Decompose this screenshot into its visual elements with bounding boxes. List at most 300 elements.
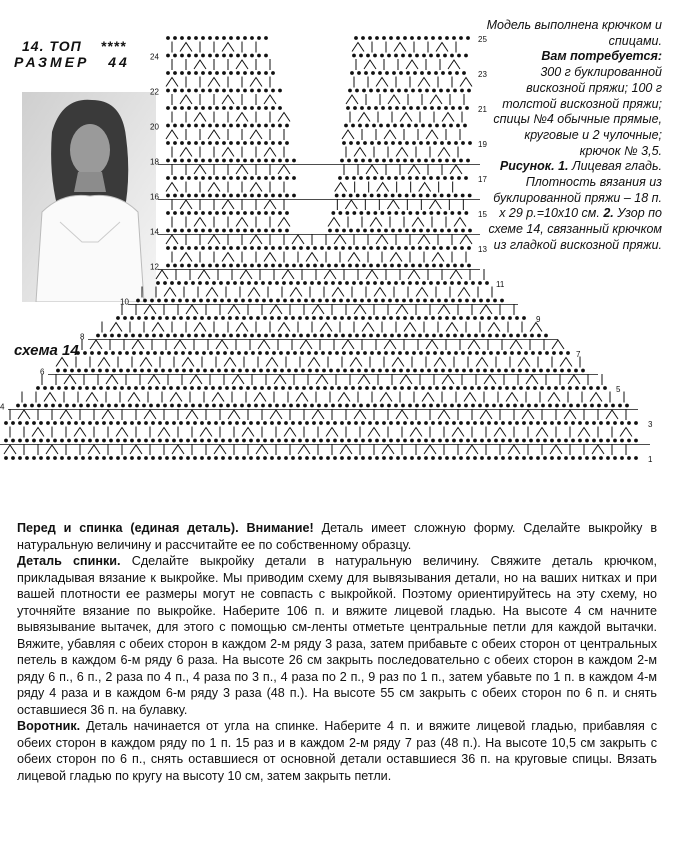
chain-dot xyxy=(441,71,445,75)
fan-stitch xyxy=(354,305,366,314)
chain-dot xyxy=(320,334,324,338)
chain-dot xyxy=(252,369,256,373)
chain-dot xyxy=(257,159,261,163)
chain-dot xyxy=(222,71,226,75)
chain-dot xyxy=(289,404,293,408)
chain-dot xyxy=(253,386,257,390)
chain-dot xyxy=(221,456,225,460)
pattern-1-number: 1. xyxy=(558,159,569,174)
chain-dot xyxy=(443,176,447,180)
fan-stitch xyxy=(172,445,184,454)
chain-dot xyxy=(479,299,483,303)
chain-dot xyxy=(343,369,347,373)
chain-dot xyxy=(417,421,421,425)
chain-dot xyxy=(36,386,40,390)
chain-dot xyxy=(385,369,389,373)
chain-dot xyxy=(440,229,444,233)
chain-dot xyxy=(457,54,461,58)
chain-dot xyxy=(350,71,354,75)
chain-dot xyxy=(424,456,428,460)
chain-dot xyxy=(277,439,281,443)
chain-dot xyxy=(229,54,233,58)
chain-dot xyxy=(462,71,466,75)
chain-dot xyxy=(126,369,130,373)
fan-stitch xyxy=(408,270,420,279)
chain-dot xyxy=(215,211,219,215)
chain-dot xyxy=(462,369,466,373)
chain-dot xyxy=(522,421,526,425)
chain-dot xyxy=(431,456,435,460)
size-value: 44 xyxy=(108,54,130,70)
chain-dot xyxy=(179,421,183,425)
chain-dot xyxy=(380,404,384,408)
chain-dot xyxy=(60,421,64,425)
fan-stitch xyxy=(278,165,290,174)
chain-dot xyxy=(387,176,391,180)
chain-dot xyxy=(380,176,384,180)
fan-stitch xyxy=(552,340,564,349)
chain-dot xyxy=(222,176,226,180)
chain-dot xyxy=(590,404,594,408)
chain-dot xyxy=(466,316,470,320)
fan-stitch xyxy=(396,148,408,157)
chain-dot xyxy=(320,246,324,250)
chain-dot xyxy=(398,194,402,198)
chain-dot xyxy=(446,264,450,268)
chain-dot xyxy=(599,439,603,443)
chain-dot xyxy=(446,89,450,93)
fan-stitch xyxy=(306,253,318,262)
chain-dot xyxy=(366,176,370,180)
chain-dot xyxy=(454,351,458,355)
chain-dot xyxy=(155,386,159,390)
chain-dot xyxy=(88,421,92,425)
fan-stitch xyxy=(170,393,182,402)
chain-dot xyxy=(92,386,96,390)
materials-block xyxy=(486,18,662,254)
chain-dot xyxy=(420,71,424,75)
chain-dot xyxy=(461,351,465,355)
chain-dot xyxy=(522,439,526,443)
chain-dot xyxy=(166,71,170,75)
chain-dot xyxy=(179,456,183,460)
fan-stitch xyxy=(364,60,376,69)
chain-dot xyxy=(553,369,557,373)
chain-dot xyxy=(355,89,359,93)
chain-dot xyxy=(112,369,116,373)
fan-stitch xyxy=(250,130,262,139)
chain-dot xyxy=(318,299,322,303)
chain-dot xyxy=(370,229,374,233)
chain-dot xyxy=(467,246,471,250)
chain-dot xyxy=(269,299,273,303)
chain-dot xyxy=(312,439,316,443)
chain-dot xyxy=(271,211,275,215)
chain-dot xyxy=(344,124,348,128)
chain-dot xyxy=(228,421,232,425)
chain-dot xyxy=(257,229,261,233)
chain-dot xyxy=(194,194,198,198)
chain-dot xyxy=(173,229,177,233)
fan-stitch xyxy=(236,218,248,227)
chain-dot xyxy=(445,456,449,460)
chain-dot xyxy=(32,421,36,425)
chain-dot xyxy=(487,316,491,320)
fan-stitch xyxy=(412,218,424,227)
chain-dot xyxy=(398,229,402,233)
fan-stitch xyxy=(406,60,418,69)
row-number-right: 19 xyxy=(478,140,487,149)
chain-dot xyxy=(295,386,299,390)
chain-dot xyxy=(163,281,167,285)
chain-dot xyxy=(287,369,291,373)
chain-dot xyxy=(97,351,101,355)
chain-dot xyxy=(243,159,247,163)
chain-dot xyxy=(236,246,240,250)
chain-dot xyxy=(457,281,461,285)
chain-dot xyxy=(515,421,519,425)
chain-dot xyxy=(356,194,360,198)
chain-dot xyxy=(227,299,231,303)
fan-stitch xyxy=(228,410,240,419)
chain-dot xyxy=(550,456,554,460)
chain-dot xyxy=(153,351,157,355)
chain-dot xyxy=(144,316,148,320)
fan-stitch xyxy=(250,235,262,244)
fan-stitch xyxy=(422,393,434,402)
chain-dot xyxy=(298,439,302,443)
chain-dot xyxy=(306,264,310,268)
chain-dot xyxy=(109,439,113,443)
chain-dot xyxy=(451,106,455,110)
chain-dot xyxy=(294,369,298,373)
chain-dot xyxy=(478,404,482,408)
chain-dot xyxy=(481,334,485,338)
chain-dot xyxy=(466,159,470,163)
row-number-right: 21 xyxy=(478,105,487,114)
chain-dot xyxy=(151,316,155,320)
chain-dot xyxy=(367,299,371,303)
fan-stitch xyxy=(320,323,332,332)
chain-dot xyxy=(201,124,205,128)
chain-dot xyxy=(166,211,170,215)
chain-dot xyxy=(460,89,464,93)
chain-dot xyxy=(592,439,596,443)
fan-stitch xyxy=(454,218,466,227)
chain-dot xyxy=(417,439,421,443)
fan-stitch xyxy=(342,130,354,139)
chain-dot xyxy=(492,404,496,408)
chain-dot xyxy=(395,106,399,110)
chain-dot xyxy=(391,229,395,233)
chain-dot xyxy=(222,106,226,110)
chain-dot xyxy=(634,456,638,460)
chain-dot xyxy=(309,386,313,390)
chain-dot xyxy=(378,369,382,373)
fan-stitch xyxy=(430,95,442,104)
chain-dot xyxy=(186,439,190,443)
chain-dot xyxy=(268,404,272,408)
chain-dot xyxy=(363,229,367,233)
chain-dot xyxy=(384,229,388,233)
chain-dot xyxy=(243,246,247,250)
fan-stitch xyxy=(166,183,178,192)
chain-dot xyxy=(501,456,505,460)
chain-dot xyxy=(449,386,453,390)
chain-dot xyxy=(459,36,463,40)
chain-dot xyxy=(344,386,348,390)
chain-dot xyxy=(327,264,331,268)
chain-dot xyxy=(440,351,444,355)
chain-dot xyxy=(518,369,522,373)
chain-dot xyxy=(223,351,227,355)
chain-dot xyxy=(375,421,379,425)
chain-dot xyxy=(529,456,533,460)
chain-dot xyxy=(278,176,282,180)
chain-dot xyxy=(166,176,170,180)
chain-dot xyxy=(67,439,71,443)
fan-stitch xyxy=(106,375,118,384)
chain-dot xyxy=(151,439,155,443)
chain-dot xyxy=(511,369,515,373)
chain-dot xyxy=(284,456,288,460)
chain-dot xyxy=(156,281,160,285)
fan-stitch xyxy=(328,218,340,227)
chain-dot xyxy=(428,386,432,390)
chain-dot xyxy=(220,299,224,303)
chain-dot xyxy=(345,404,349,408)
chain-dot xyxy=(53,456,57,460)
fan-stitch xyxy=(384,130,396,139)
chain-dot xyxy=(23,404,27,408)
chain-dot xyxy=(634,439,638,443)
fan-stitch xyxy=(250,183,262,192)
chain-dot xyxy=(250,106,254,110)
chain-dot xyxy=(634,421,638,425)
fan-stitch xyxy=(270,410,282,419)
chain-dot xyxy=(264,211,268,215)
chain-dot xyxy=(407,124,411,128)
chain-dot xyxy=(275,404,279,408)
chain-dot xyxy=(257,246,261,250)
fan-stitch xyxy=(388,95,400,104)
chain-dot xyxy=(414,386,418,390)
chain-dot xyxy=(278,334,282,338)
chain-dot xyxy=(263,316,267,320)
fan-stitch xyxy=(480,305,492,314)
chain-dot xyxy=(375,439,379,443)
chain-dot xyxy=(384,141,388,145)
chain-dot xyxy=(166,246,170,250)
chain-dot xyxy=(219,404,223,408)
chain-dot xyxy=(592,456,596,460)
chain-dot xyxy=(91,369,95,373)
chain-dot xyxy=(198,281,202,285)
chain-dot xyxy=(81,456,85,460)
row-number-left: 4 xyxy=(0,402,5,412)
pattern-2-number: 2. xyxy=(603,206,614,221)
fan-stitch xyxy=(340,445,352,454)
chain-dot xyxy=(340,456,344,460)
chain-dot xyxy=(365,124,369,128)
chain-dot xyxy=(249,316,253,320)
row-number-right: 3 xyxy=(648,420,653,429)
chain-dot xyxy=(99,386,103,390)
chain-dot xyxy=(368,316,372,320)
chain-dot xyxy=(475,351,479,355)
fan-stitch xyxy=(278,323,290,332)
chain-dot xyxy=(180,159,184,163)
chain-dot xyxy=(298,456,302,460)
chain-dot xyxy=(557,456,561,460)
chain-dot xyxy=(340,421,344,425)
chain-dot xyxy=(16,404,20,408)
chain-dot xyxy=(406,71,410,75)
chain-dot xyxy=(236,71,240,75)
chain-dot xyxy=(589,386,593,390)
fan-stitch xyxy=(366,270,378,279)
chain-dot xyxy=(338,211,342,215)
chain-dot xyxy=(285,124,289,128)
chain-dot xyxy=(326,439,330,443)
chain-dot xyxy=(627,456,631,460)
chain-dot xyxy=(429,54,433,58)
chain-dot xyxy=(208,176,212,180)
chain-dot xyxy=(310,404,314,408)
chain-dot xyxy=(257,89,261,93)
chain-dot xyxy=(141,386,145,390)
chain-dot xyxy=(471,404,475,408)
chain-dot xyxy=(70,369,74,373)
chain-dot xyxy=(148,386,152,390)
chain-dot xyxy=(32,456,36,460)
chain-dot xyxy=(264,334,268,338)
chain-dot xyxy=(194,36,198,40)
chain-dot xyxy=(372,386,376,390)
chain-dot xyxy=(218,386,222,390)
chain-dot xyxy=(412,194,416,198)
chain-dot xyxy=(142,404,146,408)
chain-dot xyxy=(338,281,342,285)
chain-dot xyxy=(432,89,436,93)
chain-dot xyxy=(25,439,29,443)
fan-stitch xyxy=(536,428,548,437)
chain-dot xyxy=(303,404,307,408)
fan-stitch xyxy=(418,235,430,244)
fan-stitch xyxy=(506,393,518,402)
chain-dot xyxy=(483,369,487,373)
fan-stitch xyxy=(86,393,98,402)
chain-dot xyxy=(516,334,520,338)
fan-stitch xyxy=(380,393,392,402)
chain-dot xyxy=(333,421,337,425)
chain-dot xyxy=(520,404,524,408)
chain-dot xyxy=(278,264,282,268)
chain-dot xyxy=(187,264,191,268)
chain-dot xyxy=(486,299,490,303)
chain-dot xyxy=(471,281,475,285)
chain-dot xyxy=(422,211,426,215)
chain-dot xyxy=(264,124,268,128)
chain-dot xyxy=(357,369,361,373)
chain-dot xyxy=(330,386,334,390)
chain-dot xyxy=(480,456,484,460)
chain-dot xyxy=(114,404,118,408)
chain-dot xyxy=(109,421,113,425)
collar-text: Деталь начинается от угла на спинке. Наберите 4 п. и вяжите лицевой гладью, прибавляя с обеих сторон в каждом ряду по 1 п. 15 раз и в каждом 2-м ряду 7 раз (48 п.). На высоте 10,5 см закрыть с обеих сторон по 6 п., снять оставшиеся от основной детали оставшиеся 36 п. на круговые спицы. Вязать лицевой гладью по кругу на высоту 10 см, затем закрыть петли. xyxy=(17,719,658,783)
chain-dot xyxy=(317,404,321,408)
chain-dot xyxy=(147,369,151,373)
chain-dot xyxy=(327,246,331,250)
chain-dot xyxy=(271,334,275,338)
chain-dot xyxy=(215,194,219,198)
chain-dot xyxy=(4,456,8,460)
chain-dot xyxy=(375,456,379,460)
chain-dot xyxy=(372,124,376,128)
chain-dot xyxy=(170,404,174,408)
chain-dot xyxy=(264,141,268,145)
chain-dot xyxy=(201,159,205,163)
chain-dot xyxy=(384,351,388,355)
chain-dot xyxy=(540,386,544,390)
chain-dot xyxy=(443,54,447,58)
chain-dot xyxy=(193,456,197,460)
chain-dot xyxy=(257,124,261,128)
chain-dot xyxy=(545,351,549,355)
chain-dot xyxy=(419,229,423,233)
chain-dot xyxy=(158,439,162,443)
chain-dot xyxy=(366,211,370,215)
chain-dot xyxy=(326,316,330,320)
chain-dot xyxy=(406,369,410,373)
chain-dot xyxy=(257,36,261,40)
chain-dot xyxy=(272,351,276,355)
chain-dot xyxy=(236,159,240,163)
chain-dot xyxy=(180,54,184,58)
chain-dot xyxy=(173,71,177,75)
chain-dot xyxy=(214,456,218,460)
fan-stitch xyxy=(434,358,446,367)
chain-dot xyxy=(359,404,363,408)
chain-dot xyxy=(165,421,169,425)
chain-dot xyxy=(166,264,170,268)
fan-stitch xyxy=(296,393,308,402)
chain-dot xyxy=(256,421,260,425)
chain-dot xyxy=(315,369,319,373)
fan-stitch xyxy=(152,323,164,332)
chain-dot xyxy=(418,264,422,268)
chain-dot xyxy=(452,159,456,163)
chain-dot xyxy=(317,281,321,285)
chain-dot xyxy=(464,54,468,58)
chain-dot xyxy=(493,299,497,303)
chain-dot xyxy=(173,124,177,128)
chain-dot xyxy=(180,264,184,268)
chain-dot xyxy=(215,71,219,75)
chain-dot xyxy=(432,264,436,268)
fan-stitch xyxy=(324,270,336,279)
chain-dot xyxy=(302,386,306,390)
chain-dot xyxy=(396,456,400,460)
chain-dot xyxy=(342,351,346,355)
chain-dot xyxy=(376,89,380,93)
fan-stitch xyxy=(144,410,156,419)
front-back-text: Деталь имеет сложную форму. Сделайте выкройку в натуральную величину и рассчитайте ее по собственному образцу. xyxy=(17,521,658,552)
chain-dot xyxy=(382,159,386,163)
chain-dot xyxy=(234,299,238,303)
chain-dot xyxy=(271,124,275,128)
chain-dot xyxy=(405,229,409,233)
